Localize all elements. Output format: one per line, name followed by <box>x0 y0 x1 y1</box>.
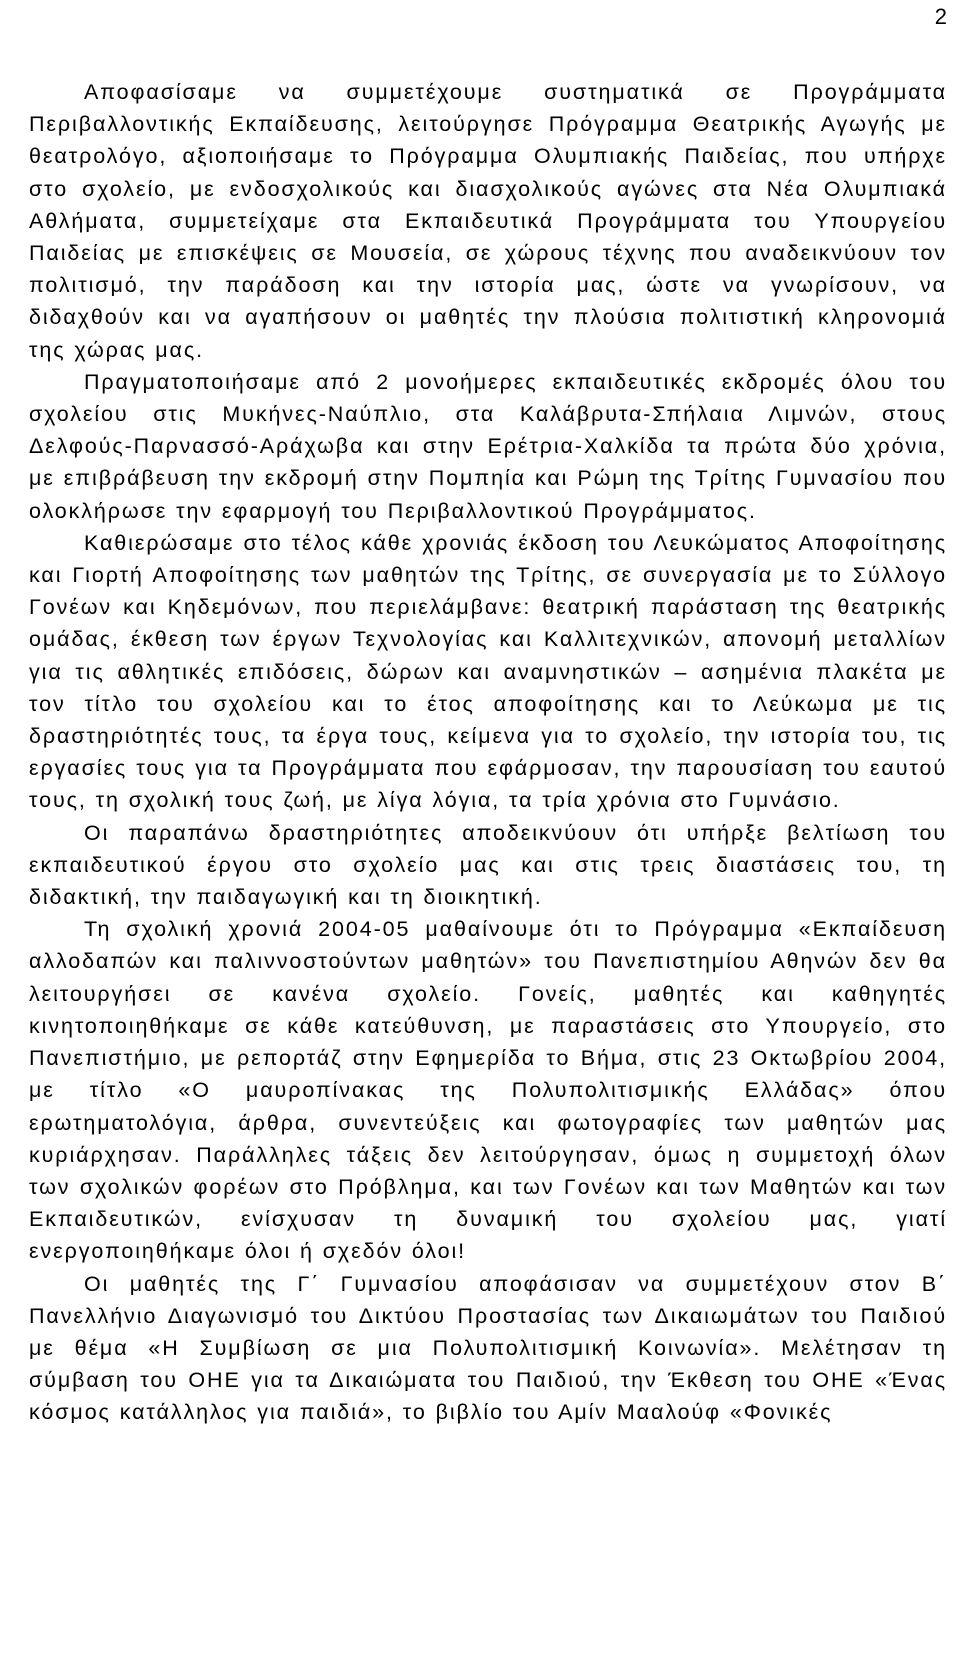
paragraph-excursions: Πραγματοποιήσαμε από 2 μονοήμερες εκπαιδευτικές εκδρομές όλου του σχολείου στις Μυκήνες-Ναύπλιο, στα Καλάβρυτα-Σπήλαια Λιμνών, στους Δελφούς-Παρνασσό-Αράχωβα και στην Ερέτρια-Χαλκίδα τα πρώτα δύο χρόνια, με επιβράβευση την εκδρομή στην Πομπηία και Ρώμη της Τρίτης Γυμνασίου που ολοκλήρωσε την εφαρμογή του Περιβαλλοντικού Προγράμματος. <box>29 369 947 523</box>
paragraph-graduation: Καθιερώσαμε στο τέλος κάθε χρονιάς έκδοση του Λευκώματος Αποφοίτησης και Γιορτή Αποφοίτησης των μαθητών της Τρίτης, σε συνεργασία με το Σύλλογο Γονέων και Κηδεμόνων, που περιελάμβανε: θεατρική παράσταση της θεατρικής ομάδας, έκθεση των έργων Τεχνολογίας και Καλλιτεχνικών, απονομή μεταλλίων για τις αθλητικές επιδόσεις, δώρων και αναμνηστικών – ασημένια πλακέτα με τον τίτλο του σχολείου και το έτος αποφοίτησης και το Λεύκωμα με τις δραστηριότητές τους, τα έργα τους, κείμενα για το σχολείο, την ιστορία του, τις εργασίες τους για τα Προγράμματα που εφάρμοσαν, την παρουσίαση του εαυτού τους, τη σχολική τους ζωή, με λίγα λόγια, τα τρία χρόνια στο Γυμνάσιο. <box>29 530 947 813</box>
paragraph-improvement: Οι παραπάνω δραστηριότητες αποδεικνύουν ότι υπήρξε βελτίωση του εκπαιδευτικού έργου στο σχολείο μας και στις τρεις διαστάσεις του, τη διδακτική, την παιδαγωγική και τη διοικητική. <box>29 820 947 910</box>
page-number: 2 <box>934 4 947 29</box>
paragraph-programs: Αποφασίσαμε να συμμετέχουμε συστηματικά σε Προγράμματα Περιβαλλοντικής Εκπαίδευσης, λειτούργησε Πρόγραμμα Θεατρικής Αγωγής με θεατρολόγο, αξιοποιήσαμε το Πρόγραμμα Ολυμπιακής Παιδείας, που υπήρχε στο σχολείο, με ενδοσχολικούς και διασχολικούς αγώνες στα Νέα Ολυμπιακά Αθλήματα, συμμετείχαμε στα Εκπαιδευτικά Προγράμματα του Υπουργείου Παιδείας με επισκέψεις σε Μουσεία, σε χώρους τέχνης που αναδεικνύουν τον πολιτισμό, την παράδοση και την ιστορία μας, ώστε να γνωρίσουν, να διδαχθούν και να αγαπήσουν οι μαθητές την πλούσια πολιτιστική κληρονομιά της χώρας μας. <box>29 80 947 362</box>
document-body <box>29 76 947 1429</box>
paragraph-competition: Οι μαθητές της Γ΄ Γυμνασίου αποφάσισαν να συμμετέχουν στον Β΄ Πανελλήνιο Διαγωνισμό του Δικτύου Προστασίας των Δικαιωμάτων του Παιδιού με θέμα «Η Συμβίωση σε μια Πολυπολιτισμική Κοινωνία». Μελέτησαν τη σύμβαση του ΟΗΕ για τα Δικαιώματα του Παιδιού, την Έκθεση του ΟΗΕ «Ένας κόσμος κατάλληλος για παιδιά», το βιβλίο του Αμίν Μααλούφ «Φονικές <box>29 1271 947 1425</box>
paragraph-foreign-students: Τη σχολική χρονιά 2004-05 μαθαίνουμε ότι το Πρόγραμμα «Εκπαίδευση αλλοδαπών και παλιννοστούντων μαθητών» του Πανεπιστημίου Αθηνών δεν θα λειτουργήσει σε κανένα σχολείο. Γονείς, μαθητές και καθηγητές κινητοποιηθήκαμε σε κάθε κατεύθυνση, με παραστάσεις στο Υπουργείο, στο Πανεπιστήμιο, με ρεπορτάζ στην Εφημερίδα το Βήμα, στις 23 Οκτωβρίου 2004, με τίτλο «Ο μαυροπίνακας της Πολυπολιτισμικής Ελλάδας» όπου ερωτηματολόγια, άρθρα, συνεντεύξεις και φωτογραφίες των μαθητών μας κυριάρχησαν. Παράλληλες τάξεις δεν λειτούργησαν, όμως η συμμετοχή όλων των σχολικών φορέων στο Πρόβλημα, και των Γονέων και των Μαθητών και των Εκπαιδευτικών, ενίσχυσαν τη δυναμική του σχολείου μας, γιατί ενεργοποιηθήκαμε όλοι ή σχεδόν όλοι! <box>29 917 947 1264</box>
